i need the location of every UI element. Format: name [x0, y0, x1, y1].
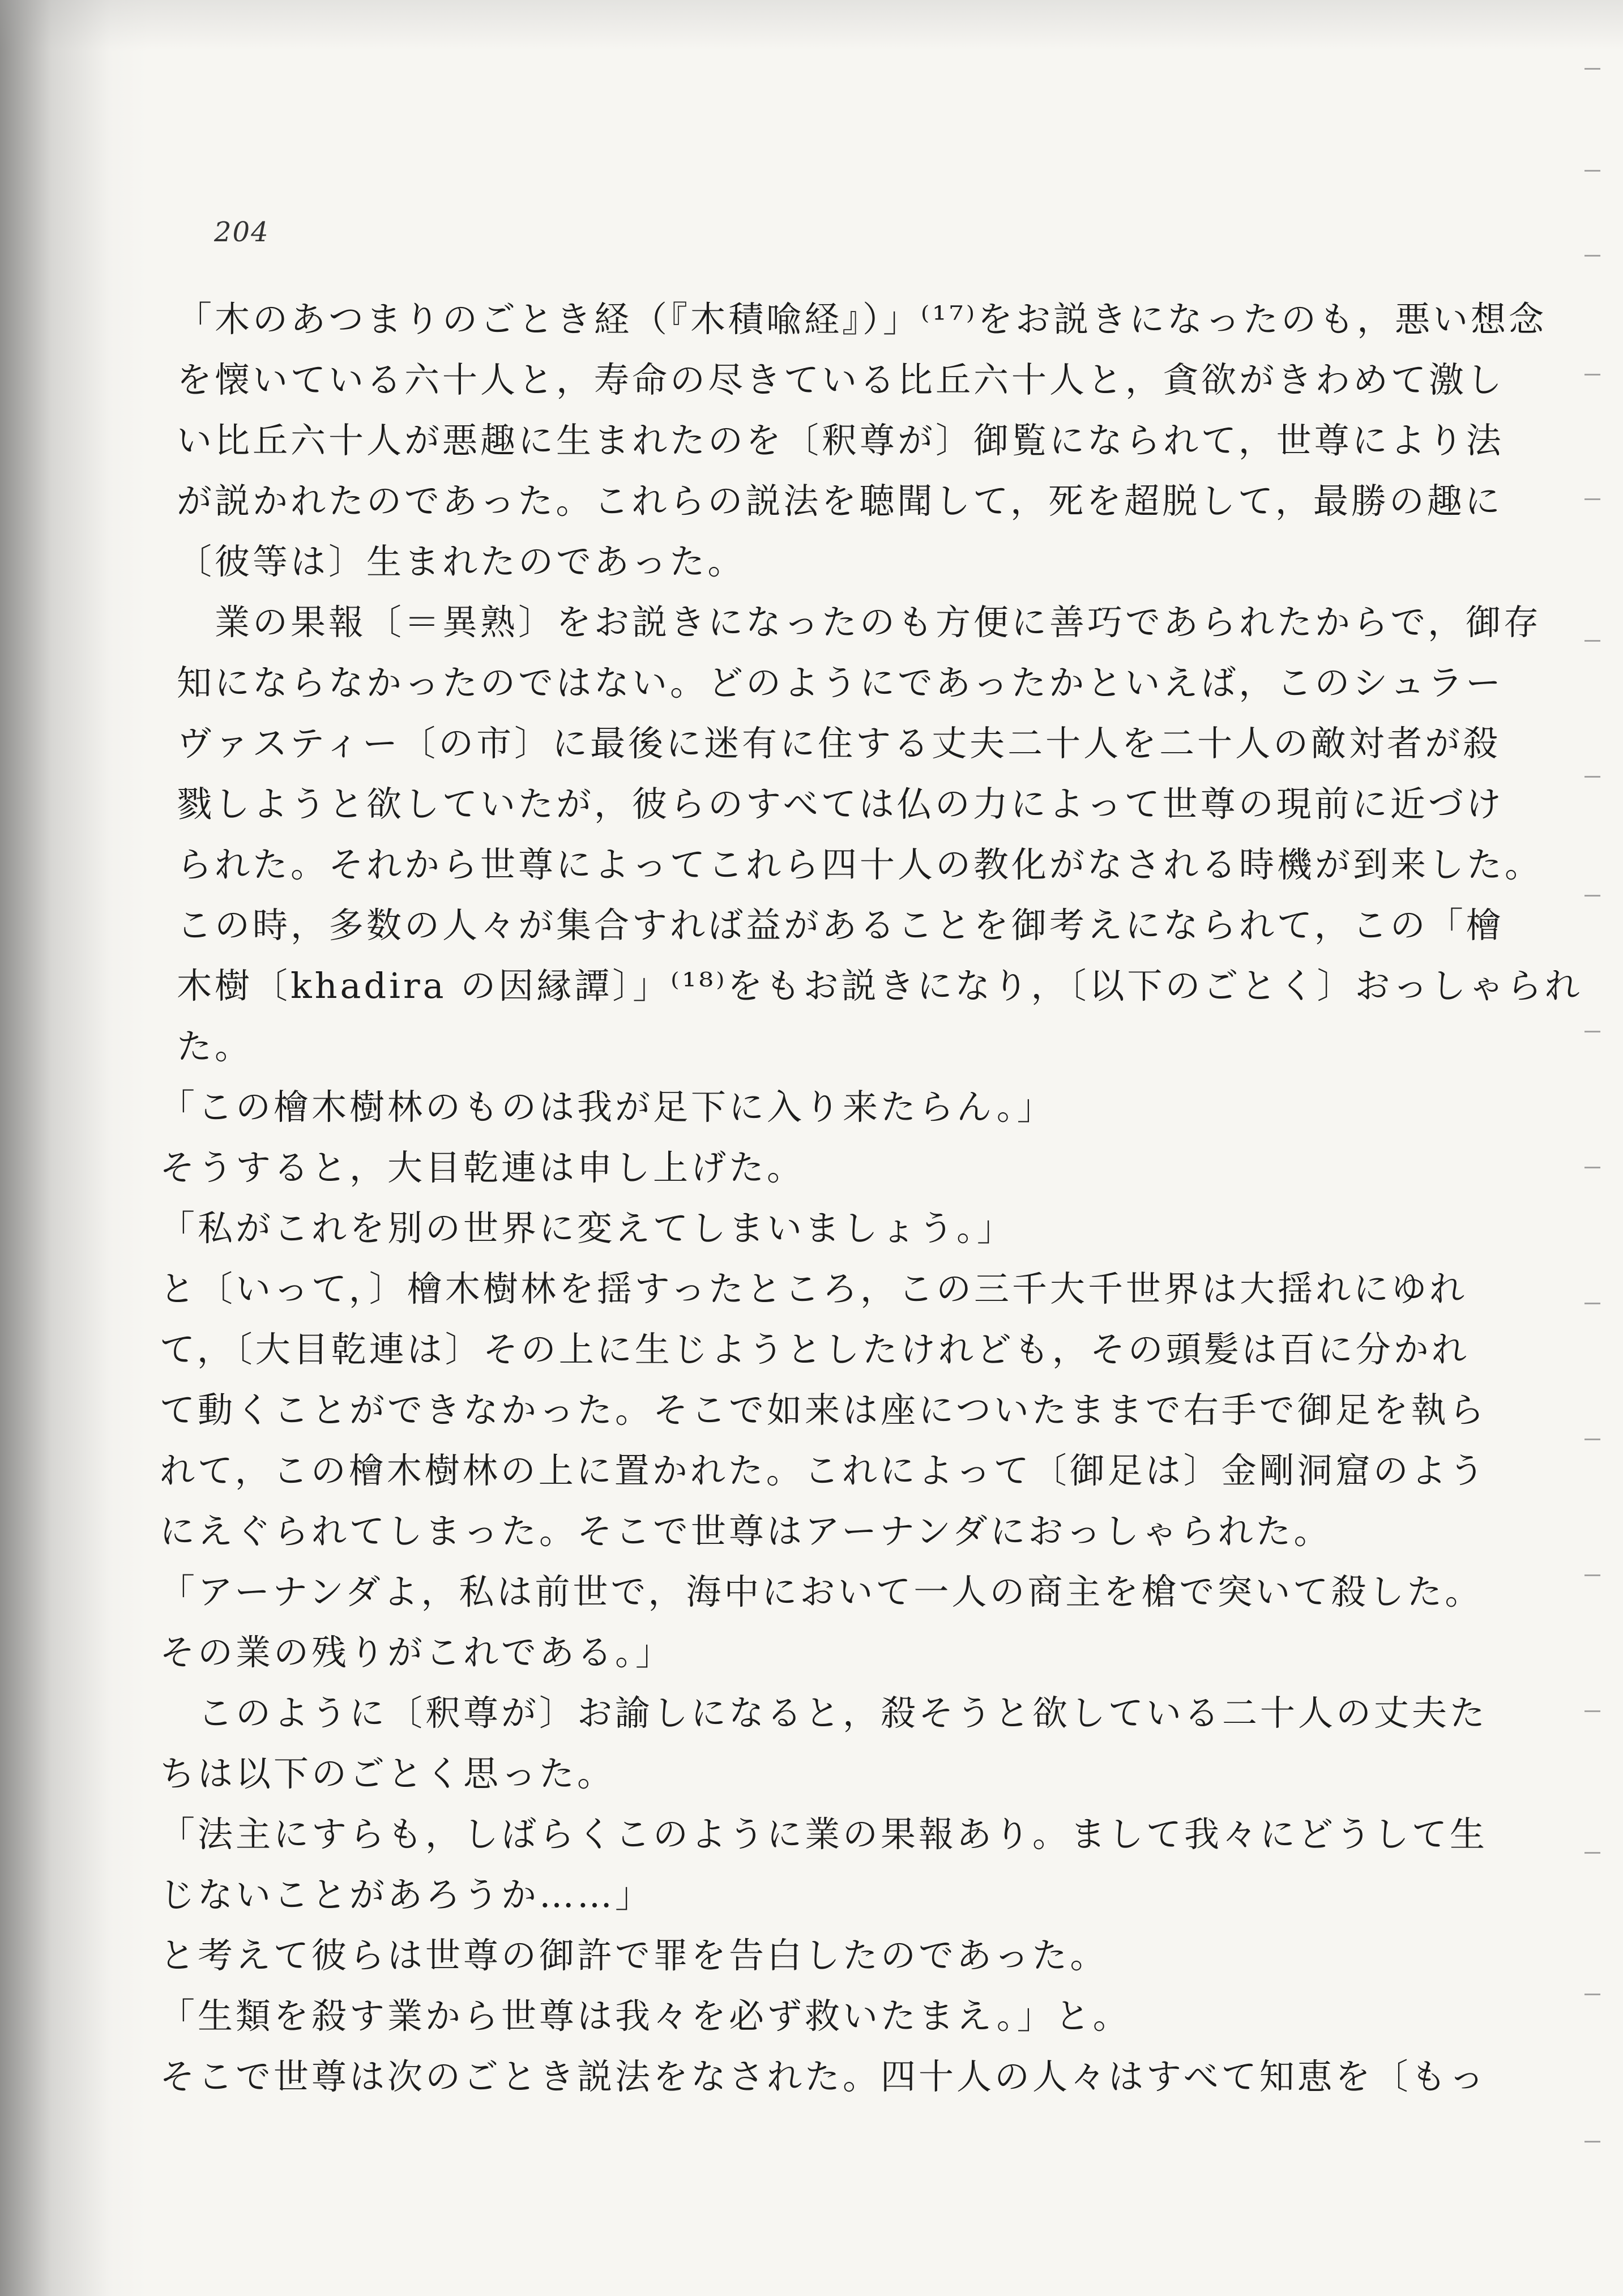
text-line: そこで世尊は次のごとき説法をなされた。四十人の人々はすべて知恵を〔もっ	[160, 2056, 1487, 2097]
text-line: 「木のあつまりのごとき経（『木積喩経』）」⁽¹⁷⁾をお説きになったのも，悪い想念	[177, 298, 1547, 340]
scan-shadow-left	[0, 0, 147, 2296]
text-line: た。	[177, 1026, 253, 1067]
text-line: ちは以下のごとく思った。	[160, 1753, 616, 1794]
margin-tick-marks	[1578, 68, 1600, 2220]
text-line: このように〔釈尊が〕お諭しになると，殺そうと欲している二十人の丈夫た	[160, 1692, 1488, 1734]
text-line: 「この檜木樹林のものは我が足下に入り来たらん。」	[160, 1086, 1055, 1128]
text-line: 「生類を殺す業から世尊は我々を必ず救いたまえ。」と。	[160, 1995, 1131, 2037]
text-line: 「アーナンダよ，私は前世で，海中において一人の商主を槍で突いて殺した。	[160, 1571, 1483, 1612]
text-line: て動くことができなかった。そこで如来は座についたままで右手で御足を執ら	[160, 1389, 1487, 1431]
text-line: が説かれたのであった。これらの説法を聴聞して，死を超脱して，最勝の趣に	[177, 480, 1503, 522]
text-line: 知にならなかったのではない。どのようにであったかといえば，このシュラー	[177, 662, 1504, 703]
page-number: 204	[214, 216, 270, 248]
text-line: 業の果報〔＝異熟〕をお説きになったのも方便に善巧であられたからで，御存	[177, 601, 1542, 643]
text-line: 「私がこれを別の世界に変えてしまいましょう。」	[160, 1207, 1015, 1249]
scan-shadow-top	[0, 0, 1623, 51]
text-line: て，〔大目乾連は〕その上に生じようとしたけれども，その頭髪は百に分かれ	[160, 1329, 1470, 1370]
body-text	[160, 289, 1583, 2107]
text-line: を懐いている六十人と，寿命の尽きている比丘六十人と，貪欲がきわめて激し	[177, 359, 1505, 400]
text-line: 〔彼等は〕生まれたのであった。	[177, 541, 746, 582]
text-line: にえぐられてしまった。そこで世尊はアーナンダにおっしゃられた。	[160, 1510, 1332, 1552]
text-line: ヴァスティー〔の市〕に最後に迷有に住する丈夫二十人を二十人の敵対者が殺	[177, 723, 1501, 764]
text-line: そうすると，大目乾連は申し上げた。	[160, 1147, 805, 1188]
text-line: じないことがあろうか……」	[160, 1874, 654, 1915]
text-line: この時，多数の人々が集合すれば益があることを御考えになられて，この「檜	[177, 904, 1504, 946]
text-line: 戮しようと欲していたが，彼らのすべては仏の力によって世尊の現前に近づけ	[177, 783, 1504, 825]
text-line: と考えて彼らは世尊の御許で罪を告白したのであった。	[160, 1935, 1108, 1976]
text-line: その業の残りがこれである。」	[160, 1632, 674, 1673]
text-line: れて，この檜木樹林の上に置かれた。これによって〔御足は〕金剛洞窟のよう	[160, 1450, 1487, 1491]
text-line: 木樹〔khadira の因縁譚〕」⁽¹⁸⁾をもお説きになり，〔以下のごとく〕おっしゃられ	[177, 965, 1583, 1006]
text-line: と〔いって，〕檜木樹林を揺すったところ，この三千大千世界は大揺れにゆれ	[160, 1268, 1468, 1309]
text-line: い比丘六十人が悪趣に生まれたのを〔釈尊が〕御覧になられて，世尊により法	[177, 420, 1504, 461]
text-line: られた。それから世尊によってこれら四十人の教化がなされる時機が到来した。	[177, 844, 1543, 885]
text-line: 「法主にすらも，しばらくこのように業の果報あり。まして我々にどうして生	[160, 1813, 1488, 1855]
